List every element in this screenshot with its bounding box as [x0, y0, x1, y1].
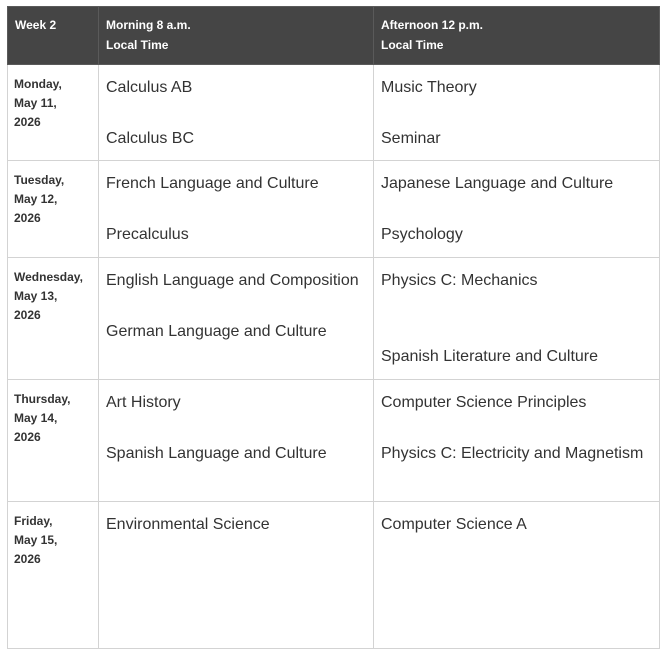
exam-name: Art History — [106, 394, 181, 411]
table-row — [8, 65, 660, 161]
morning-time-label: Morning 8 a.m. — [106, 18, 191, 32]
table-row — [8, 380, 660, 502]
table-header — [8, 7, 660, 65]
afternoon-exams-cell — [374, 380, 660, 502]
day-cell — [8, 502, 99, 649]
morning-exams-cell — [99, 502, 374, 649]
morning-header — [99, 7, 374, 65]
exam-name: English Language and Composition — [106, 272, 359, 289]
table-row — [8, 258, 660, 380]
day-cell — [8, 258, 99, 380]
exam-name: Physics C: Mechanics — [381, 272, 538, 289]
exam-name: Computer Science Principles — [381, 394, 587, 411]
exam-name: Environmental Science — [106, 516, 270, 533]
exam-name: Computer Science A — [381, 516, 527, 533]
exam-name: Calculus BC — [106, 130, 195, 147]
exam-schedule-table — [7, 6, 660, 649]
afternoon-time-label: Afternoon 12 p.m. — [381, 18, 484, 32]
year: 2026 — [14, 211, 41, 225]
afternoon-exams-cell — [374, 258, 660, 380]
date: May 15, — [14, 533, 58, 547]
exam-name: German Language and Culture — [106, 323, 327, 340]
day-cell — [8, 65, 99, 161]
weekday: Tuesday, — [14, 173, 65, 187]
year: 2026 — [14, 430, 41, 444]
exam-name: Music Theory — [381, 79, 477, 96]
weekday: Friday, — [14, 514, 53, 528]
afternoon-local-time-label: Local Time — [381, 38, 444, 52]
morning-exams-cell — [99, 65, 374, 161]
afternoon-exams-cell — [374, 65, 660, 161]
morning-exams-cell — [99, 161, 374, 258]
year: 2026 — [14, 552, 41, 566]
exam-name: Japanese Language and Culture — [381, 175, 614, 192]
date: May 14, — [14, 411, 58, 425]
exam-name: Seminar — [381, 130, 441, 147]
exam-name: Precalculus — [106, 226, 189, 243]
table-body — [8, 65, 660, 649]
afternoon-header — [374, 7, 660, 65]
day-cell — [8, 161, 99, 258]
exam-name: Psychology — [381, 226, 463, 243]
morning-exams-cell — [99, 380, 374, 502]
day-cell — [8, 380, 99, 502]
exam-name: Calculus AB — [106, 79, 193, 96]
date: May 13, — [14, 289, 58, 303]
weekday: Thursday, — [14, 392, 71, 406]
year: 2026 — [14, 308, 41, 322]
date: May 12, — [14, 192, 58, 206]
date: May 11, — [14, 96, 57, 110]
week-header — [8, 7, 99, 65]
afternoon-exams-cell — [374, 161, 660, 258]
weekday: Monday, — [14, 77, 62, 91]
weekday: Wednesday, — [14, 270, 83, 284]
exam-name: French Language and Culture — [106, 175, 319, 192]
afternoon-exams-cell — [374, 502, 660, 649]
morning-exams-cell — [99, 258, 374, 380]
exam-name: Spanish Literature and Culture — [381, 348, 599, 365]
exam-name: Physics C: Electricity and Magnetism — [381, 445, 644, 462]
week-label: Week 2 — [15, 18, 57, 32]
exam-name: Spanish Language and Culture — [106, 445, 327, 462]
header-row — [8, 7, 660, 65]
table-row — [8, 161, 660, 258]
morning-local-time-label: Local Time — [106, 38, 169, 52]
table-row — [8, 502, 660, 649]
year: 2026 — [14, 115, 41, 129]
